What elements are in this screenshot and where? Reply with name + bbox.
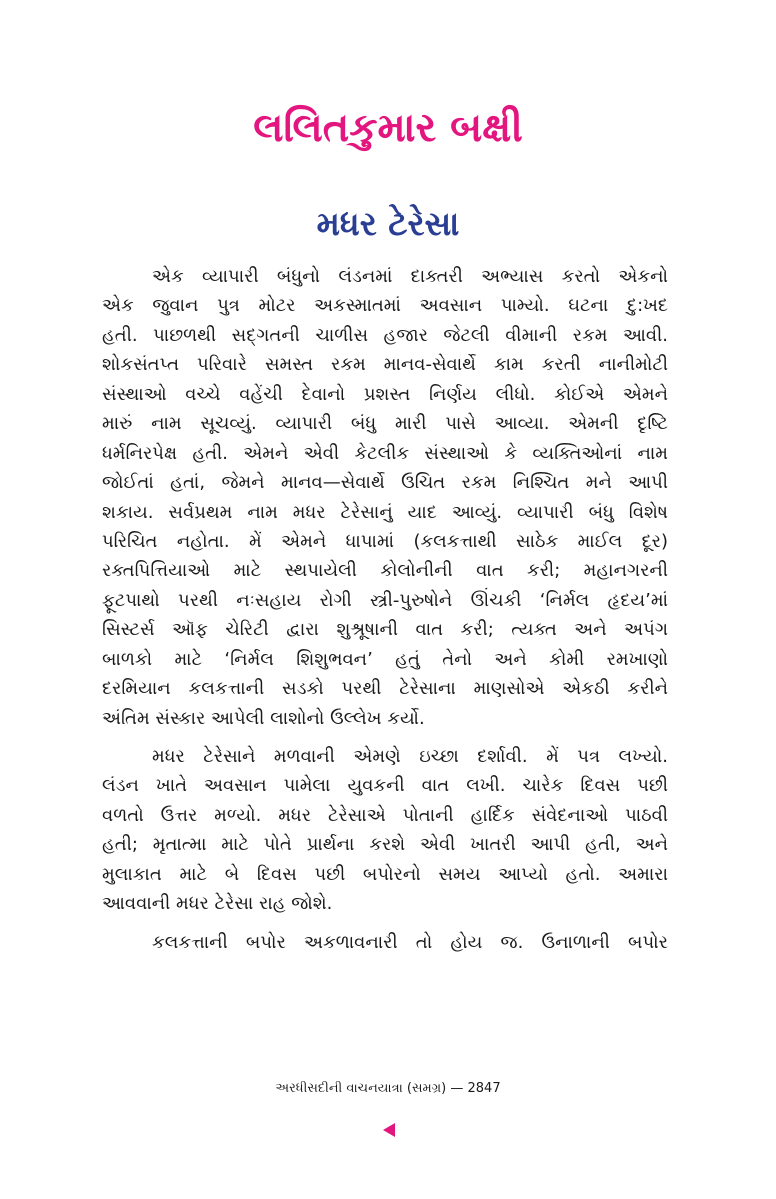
page-footer xyxy=(0,1078,776,1100)
text-line: ધર્મનિરપેક્ષ હતી. એમને એવી કેટલીક સંસ્થાઓ કે વ્યક્તિઓનાં નામ xyxy=(102,442,668,464)
text-line: લંડન ખાતે અવસાન પામેલા યુવકની વાત લખી. ચારેક દિવસ પછી xyxy=(102,775,668,797)
text-line: બાળકો માટે ‘નિર્મલ શિશુભવન’ હતું તેનો અને કોમી રમખાણો xyxy=(102,648,668,670)
text-line: રક્તપિત્તિયાઓ માટે સ્થપાયેલી કોલોનીની વાત કરી; મહાનગરની xyxy=(102,560,668,582)
paragraph-gap xyxy=(102,733,668,742)
text-line: શોકસંતપ્ત પરિવારે સમસ્ત રકમ માનવ-સેવાર્થે કામ કરતી નાનીમોટી xyxy=(102,354,668,376)
text-line: પરિચિત નહોતા. મેં એમને ધાપામાં (કલકત્તાથી સાઠેક માઈલ દૂર) xyxy=(102,530,668,552)
text-line: શકાય. સર્વપ્રથમ નામ મધર ટેરેસાનું યાદ આવ્યું. વ્યાપારી બંધુ વિશેષ xyxy=(102,501,668,523)
footer-separator: — xyxy=(450,1081,464,1096)
page-number: 2847 xyxy=(467,1081,501,1096)
text-line: જોઈતાં હતાં, જેમને માનવ—સેવાર્થે ઉચિત રકમ નિશ્ચિત મને આપી xyxy=(102,472,668,494)
footer-book-title: અરધીસદીની વાચનયાત્રા (સમગ્ર) xyxy=(275,1081,447,1096)
chapter-title: મધર ટેરેસા xyxy=(316,204,460,243)
text-line: સિસ્ટર્સ ઑફ ચેરિટી દ્વારા શુશ્રૂષાની વાત કરી; ત્યક્ત અને અપંગ xyxy=(102,619,668,641)
text-line: અંતિમ સંસ્કાર આપેલી લાશોનો ઉલ્લેખ કર્યો. xyxy=(102,707,425,729)
body-text xyxy=(102,262,668,957)
paragraph-gap xyxy=(102,919,668,928)
text-line: આવવાની મધર ટેરેસા રાહ જોશે. xyxy=(102,893,333,915)
text-line: હતી; મૃતાત્મા માટે પોતે પ્રાર્થના કરશે એવી ખાતરી આપી હતી, અને xyxy=(102,834,668,856)
text-line: સંસ્થાઓ વચ્ચે વહેંચી દેવાનો પ્રશસ્ત નિર્ણય લીધો. કોઈએ એમને xyxy=(102,383,668,405)
text-line: એક જુવાન પુત્ર મોટર અકસ્માતમાં અવસાન પામ્યો. ઘટના દુ:ખદ xyxy=(102,295,668,317)
author-name: લલિતકુમાર બક્ષી xyxy=(253,105,523,151)
text-line: વળતો ઉત્તર મળ્યો. મધર ટેરેસાએ પોતાની હાર્દિક સંવેદનાઓ પાઠવી xyxy=(102,804,668,826)
text-line: મુલાકાત માટે બે દિવસ પછી બપોરનો સમય આપ્યો હતો. અમારા xyxy=(102,863,668,885)
text-line: મધર ટેરેસાને મળવાની એમણે ઇચ્છા દર્શાવી. મેં પત્ર લખ્યો. xyxy=(152,746,668,767)
previous-page-arrow-icon[interactable] xyxy=(383,1123,395,1137)
text-line: મારું નામ સૂચવ્યું. વ્યાપારી બંધુ મારી પાસે આવ્યા. એમની દૃષ્ટિ xyxy=(102,413,668,435)
text-line: દરમિયાન કલકત્તાની સડકો પરથી ટેરેસાના માણસોએ એકઠી કરીને xyxy=(102,678,668,700)
text-line: ફૂટપાથો પરથી નઃસહાય રોગી સ્ત્રી-પુરુષોને ઊંચકી ‘નિર્મલ હૃદય’માં xyxy=(102,589,668,611)
text-line: હતી. પાછળથી સદ્ગતની ચાળીસ હજાર જેટલી વીમાની રકમ આવી. xyxy=(102,324,668,346)
text-line: એક વ્યાપારી બંધુનો લંડનમાં દાક્તરી અભ્યાસ કરતો એકનો xyxy=(152,266,668,287)
text-line: કલકત્તાની બપોર અકળાવનારી તો હોય જ. ઉનાળાની બપોર xyxy=(152,931,668,953)
